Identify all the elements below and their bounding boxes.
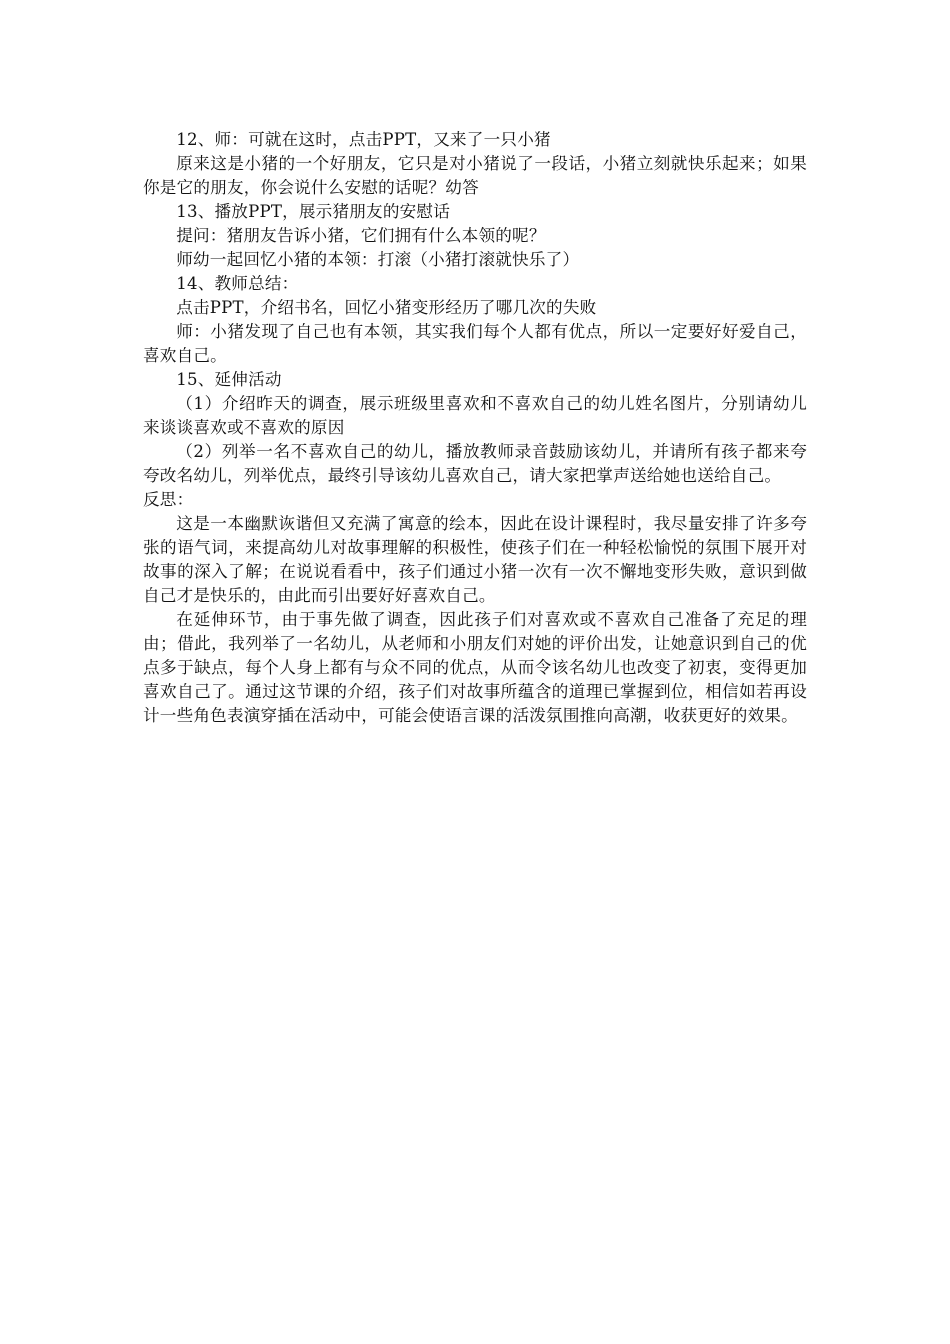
paragraph-reflection-1: 这是一本幽默诙谐但又充满了寓意的绘本，因此在设计课程时，我尽量安排了许多夸张的语气词，来提高幼儿对故事理解的积极性，使孩子们在一种轻松愉悦的氛围下展开对故事的深入了解；在说说看看中，孩子们通过小猪一次有一次不懈地变形失败，意识到做自己才是快乐的，由此而引出要好好喜欢自己。 [143,514,807,605]
paragraph-reflection-2: 在延伸环节，由于事先做了调查，因此孩子们对喜欢或不喜欢自己准备了充足的理由；借此，我列举了一名幼儿，从老师和小朋友们对她的评价出发，让她意识到自己的优点多于缺点，每个人身上都有与众不同的优点，从而令该名幼儿也改变了初衷，变得更加喜欢自己了。通过这节课的介绍，孩子们对故事所蕴含的道理已掌握到位，相信如若再设计一些角色表演穿插在活动中，可能会使语言课的活泼氛围推向高潮，收获更好的效果。 [143,610,807,725]
document-body [143,128,807,728]
paragraph-extension-2: （2）列举一名不喜欢自己的幼儿，播放教师录音鼓励该幼儿，并请所有孩子都来夸夸改名幼儿，列举优点，最终引导该幼儿喜欢自己，请大家把掌声送给她也送给自己。 [143,442,807,485]
paragraph-recall-skill: 师幼一起回忆小猪的本领：打滚（小猪打滚就快乐了） [176,250,580,269]
paragraph-step-13: 13、播放PPT，展示猪朋友的安慰话 [176,202,451,221]
paragraph-friend-comfort: 原来这是小猪的一个好朋友，它只是对小猪说了一段话，小猪立刻就快乐起来；如果你是它的朋友，你会说什么安慰的话呢？幼答 [143,154,807,197]
paragraph-teacher-summary: 师：小猪发现了自己也有本领，其实我们每个人都有优点，所以一定要好好爱自己，喜欢自己。 [143,322,807,365]
paragraph-book-intro: 点击PPT，介绍书名，回忆小猪变形经历了哪几次的失败 [176,298,597,317]
section-heading-reflection: 反思： [143,490,194,509]
paragraph-question: 提问：猪朋友告诉小猪，它们拥有什么本领的呢？ [176,226,546,245]
paragraph-step-12: 12、师：可就在这时，点击PPT，又来了一只小猪 [176,130,551,149]
paragraph-step-14: 14、教师总结： [176,274,299,293]
paragraph-step-15: 15、延伸活动 [176,370,282,389]
paragraph-extension-1: （1）介绍昨天的调查，展示班级里喜欢和不喜欢自己的幼儿姓名图片，分别请幼儿来谈谈喜欢或不喜欢的原因 [143,394,807,437]
